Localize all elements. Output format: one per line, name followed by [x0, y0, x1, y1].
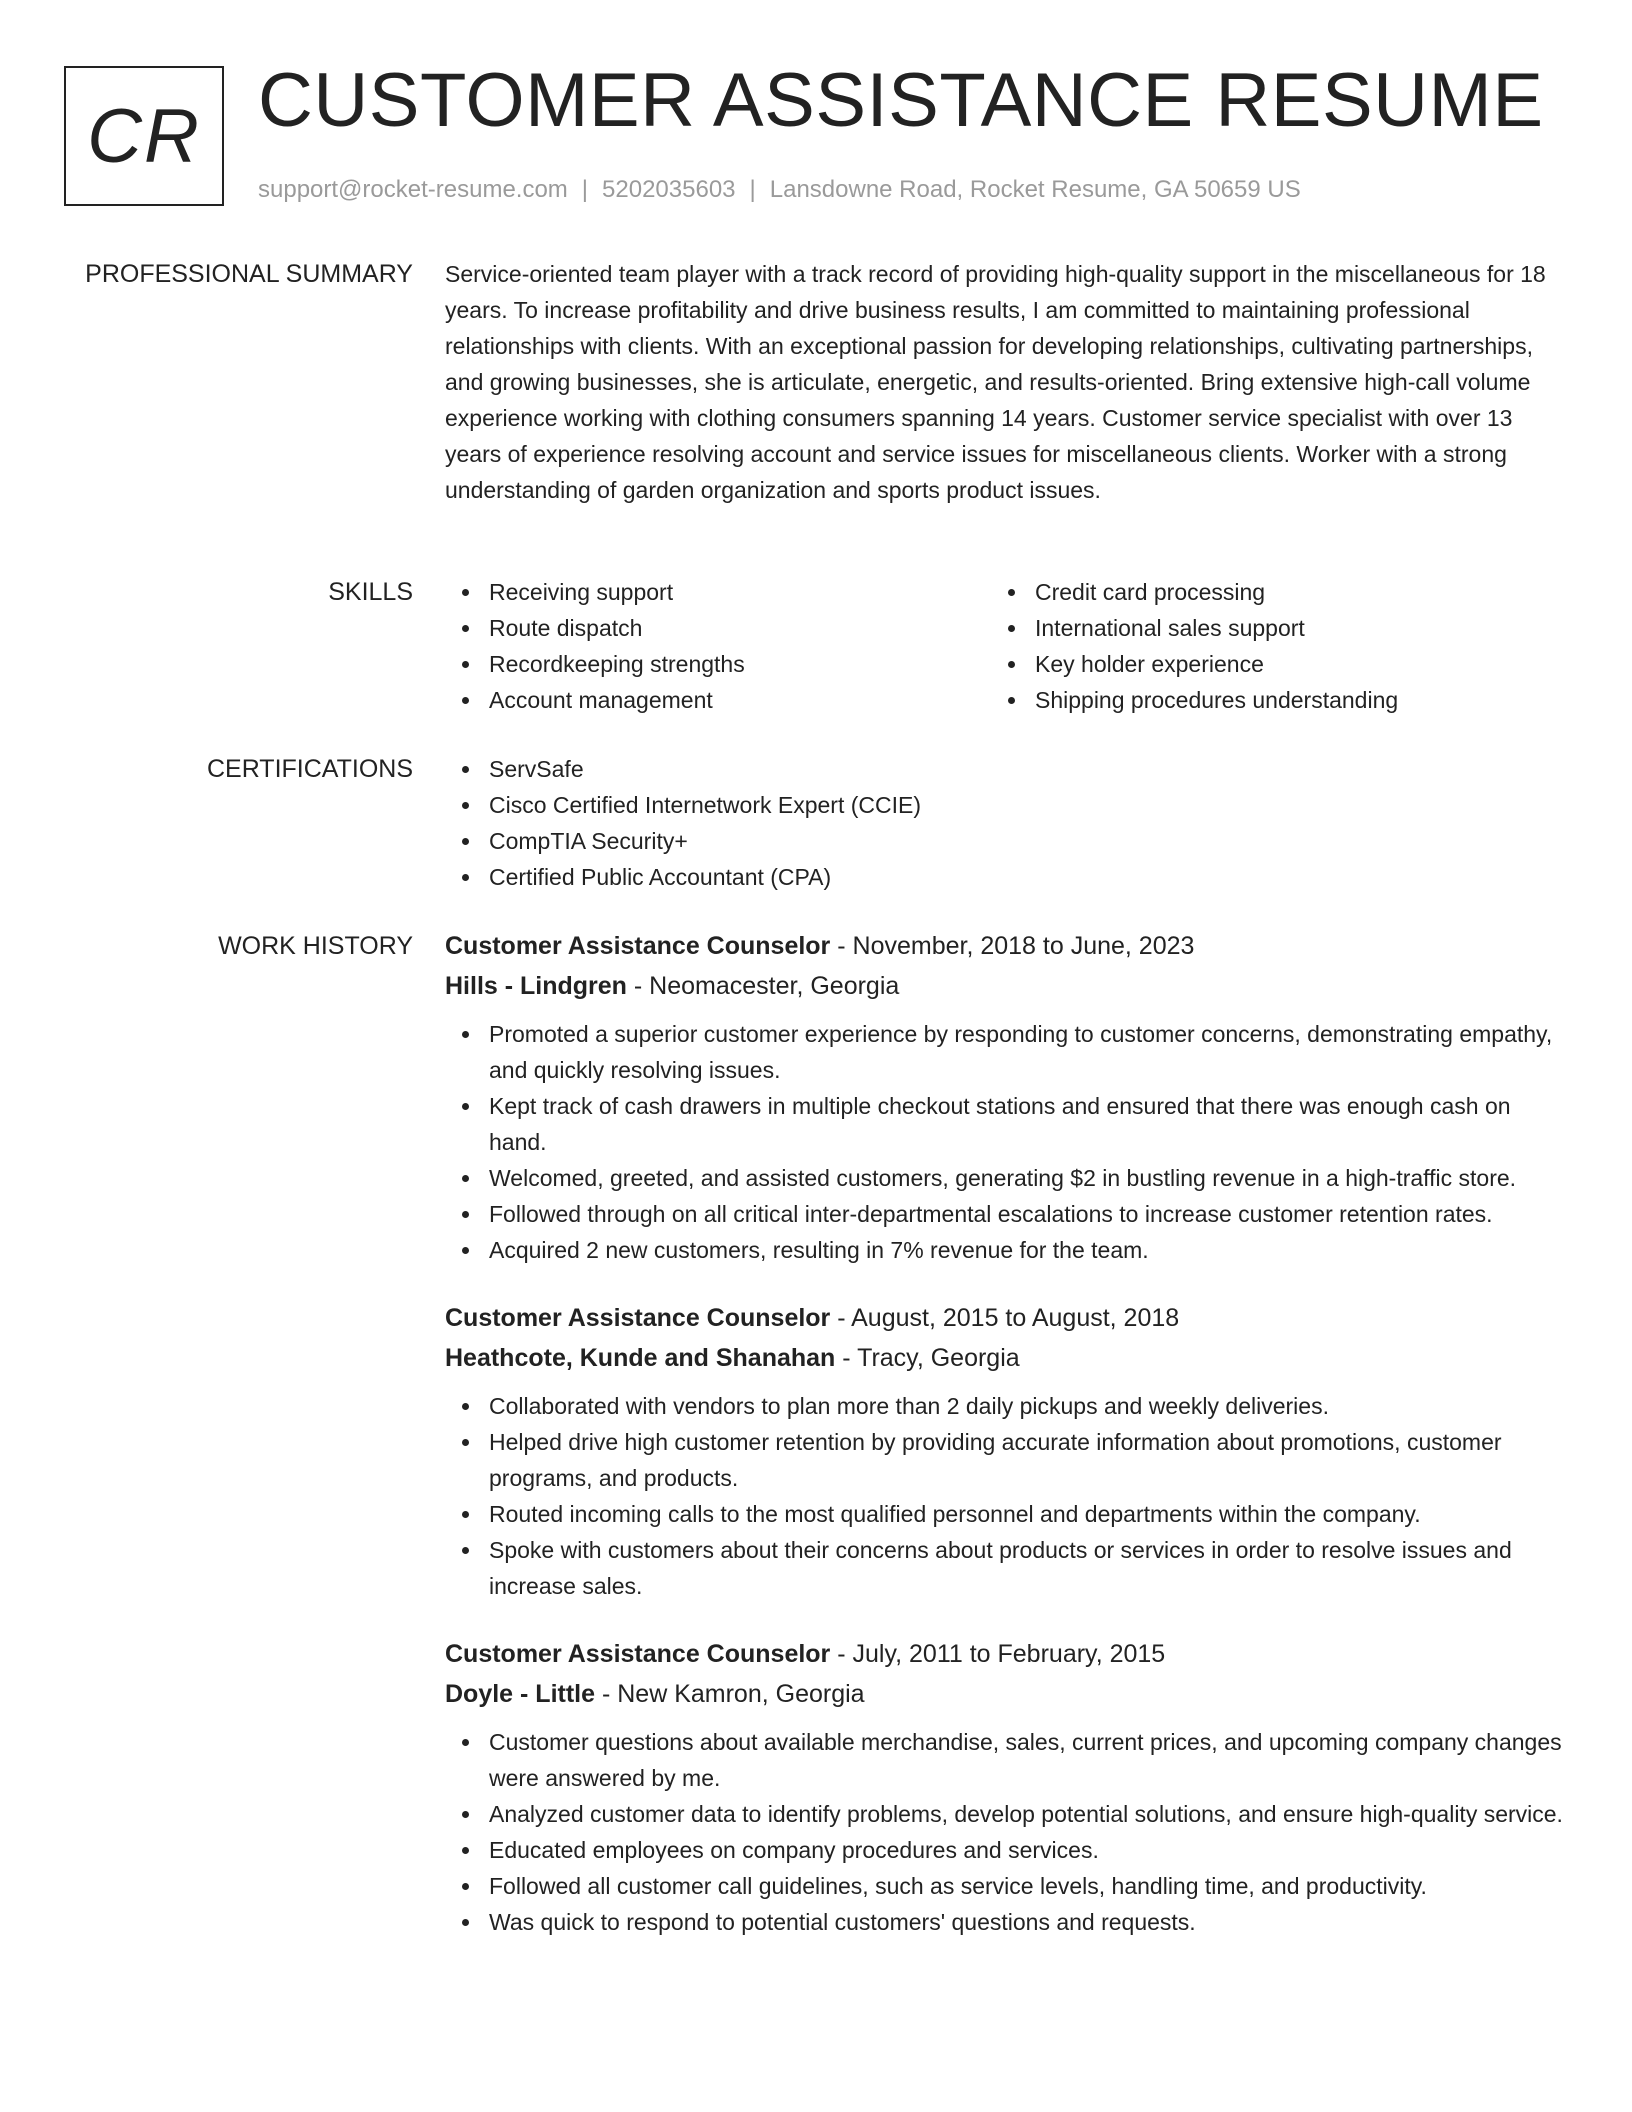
contact-phone: 5202035603: [602, 176, 736, 203]
job-duty-item: Kept track of cash drawers in multiple checkout stations and ensured that there was enough cash on hand.: [445, 1088, 1565, 1160]
work-history-label: WORK HISTORY: [218, 932, 413, 960]
job-dates: - November, 2018 to June, 2023: [830, 932, 1195, 960]
job-company: Heathcote, Kunde and Shanahan: [445, 1344, 836, 1372]
job-location: - Neomacester, Georgia: [626, 972, 900, 1000]
job-company-line: [445, 966, 1565, 1006]
job-duty-item: Acquired 2 new customers, resulting in 7% revenue for the team.: [445, 1232, 1565, 1268]
skill-item: International sales support: [991, 610, 1537, 646]
job-duty-item: Analyzed customer data to identify problems, develop potential solutions, and ensure high-quality service.: [445, 1796, 1565, 1832]
job-duty-item: Promoted a superior customer experience by responding to customer concerns, demonstrating empathy, and quickly resolving issues.: [445, 1016, 1565, 1088]
job-dates: - August, 2015 to August, 2018: [830, 1304, 1180, 1332]
job-duties: [445, 1388, 1565, 1604]
summary-text: Service-oriented team player with a track record of providing high-quality support in the miscellaneous for 18 years. To increase profitability and drive business results, I am committed to maintaining professional relationships with clients. With an exceptional passion for developing relationships, cultivating partnerships, and growing businesses, she is articulate, energetic, and results-oriented. Bring extensive high-call volume experience working with clothing consumers spanning 14 years. Customer service specialist with over 13 years of experience resolving account and service issues for miscellaneous clients. Worker with a strong understanding of garden organization and sports product issues.: [445, 261, 1546, 503]
job-duties: [445, 1016, 1565, 1268]
skill-item: Shipping procedures understanding: [991, 682, 1537, 718]
job-duty-item: Collaborated with vendors to plan more than 2 daily pickups and weekly deliveries.: [445, 1388, 1565, 1424]
summary-body: [445, 256, 1565, 508]
job-title-line: [445, 1298, 1565, 1338]
monogram-initials: CR: [87, 93, 201, 179]
job-duty-item: Was quick to respond to potential customers' questions and requests.: [445, 1904, 1565, 1940]
job-dates: - July, 2011 to February, 2015: [830, 1640, 1166, 1668]
job-location: - New Kamron, Georgia: [595, 1680, 865, 1708]
job-entry: [445, 1634, 1565, 1940]
job-location: - Tracy, Georgia: [835, 1344, 1020, 1372]
contact-address: Lansdowne Road, Rocket Resume, GA 50659 US: [769, 176, 1301, 203]
job-duties: [445, 1724, 1565, 1940]
skills-list-left: [445, 574, 991, 718]
job-title-line: [445, 926, 1565, 966]
certification-item: Certified Public Accountant (CPA): [445, 859, 1565, 895]
job-duty-item: Followed through on all critical inter-departmental escalations to increase customer retention rates.: [445, 1196, 1565, 1232]
monogram-box: [64, 66, 224, 206]
summary-label: PROFESSIONAL SUMMARY: [85, 260, 413, 288]
job-duty-item: Spoke with customers about their concerns about products or services in order to resolve issues and increase sales.: [445, 1532, 1565, 1604]
skills-label: SKILLS: [328, 578, 413, 606]
job-title-line: [445, 1634, 1565, 1674]
job-duty-item: Routed incoming calls to the most qualified personnel and departments within the company.: [445, 1496, 1565, 1532]
skill-item: Key holder experience: [991, 646, 1537, 682]
work-history-body: [445, 926, 1565, 1970]
certification-item: Cisco Certified Internetwork Expert (CCIE): [445, 787, 1565, 823]
job-title: Customer Assistance Counselor: [445, 1304, 831, 1332]
job-title: Customer Assistance Counselor: [445, 932, 831, 960]
job-title: Customer Assistance Counselor: [445, 1640, 831, 1668]
contact-email: support@rocket-resume.com: [258, 176, 568, 203]
job-duty-item: Welcomed, greeted, and assisted customers, generating $2 in bustling revenue in a high-traffic store.: [445, 1160, 1565, 1196]
skill-item: Route dispatch: [445, 610, 991, 646]
job-entry: [445, 1298, 1565, 1604]
job-duty-item: Helped drive high customer retention by providing accurate information about promotions, customer programs, and products.: [445, 1424, 1565, 1496]
skills-list-right: [991, 574, 1537, 718]
contact-line: [258, 174, 1301, 206]
certification-item: ServSafe: [445, 751, 1565, 787]
skill-item: Recordkeeping strengths: [445, 646, 991, 682]
contact-separator: |: [749, 176, 756, 203]
job-company-line: [445, 1674, 1565, 1714]
resume-title: CUSTOMER ASSISTANCE RESUME: [258, 58, 1544, 143]
certification-item: CompTIA Security+: [445, 823, 1565, 859]
job-duty-item: Customer questions about available merchandise, sales, current prices, and upcoming company changes were answered by me.: [445, 1724, 1565, 1796]
skill-item: Account management: [445, 682, 991, 718]
certifications-label: CERTIFICATIONS: [206, 755, 413, 783]
job-company-line: [445, 1338, 1565, 1378]
job-duty-item: Educated employees on company procedures and services.: [445, 1832, 1565, 1868]
certifications-list: [445, 751, 1565, 895]
contact-separator: |: [581, 176, 589, 203]
job-company: Hills - Lindgren: [445, 972, 627, 1000]
job-duty-item: Followed all customer call guidelines, such as service levels, handling time, and productivity.: [445, 1868, 1565, 1904]
job-entry: [445, 926, 1565, 1268]
certifications-body: [445, 751, 1565, 895]
job-company: Doyle - Little: [445, 1680, 596, 1708]
skills-grid: [445, 574, 1565, 718]
skill-item: Receiving support: [445, 574, 991, 610]
skill-item: Credit card processing: [991, 574, 1537, 610]
